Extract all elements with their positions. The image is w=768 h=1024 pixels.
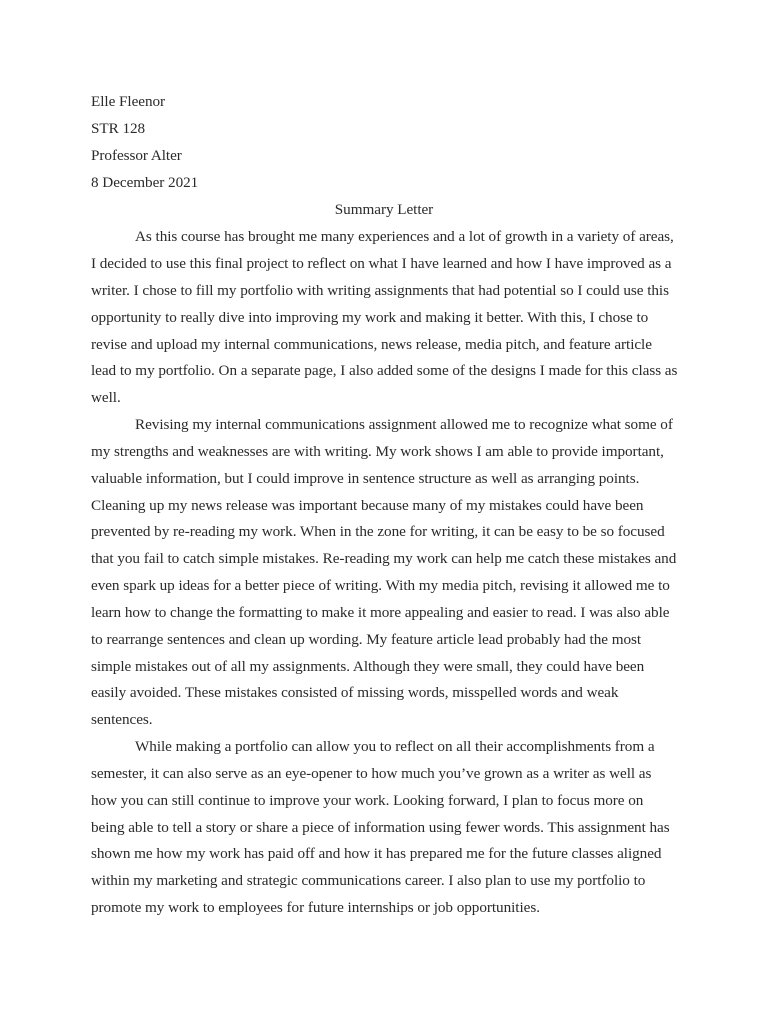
paragraph-2-line-7: even spark up ideas for a better piece of writing. With my media pitch, revising it allowed me to	[91, 577, 670, 594]
paragraph-3-line-4: being able to tell a story or share a piece of information using fewer words. This assignment has	[91, 819, 670, 836]
paragraph-3-line-6: within my marketing and strategic communications career. I also plan to use my portfolio to	[91, 872, 646, 889]
paragraph-1-line-5: revise and upload my internal communications, news release, media pitch, and feature article	[91, 336, 652, 353]
professor-name: Professor Alter	[91, 147, 182, 164]
paragraph-3-line-2: semester, it can also serve as an eye-opener to how much you’ve grown as a writer as well as	[91, 765, 652, 782]
paragraph-2-line-12: sentences.	[91, 711, 153, 728]
paragraph-2-line-5: prevented by re-reading my work. When in the zone for writing, it can be easy to be so focused	[91, 523, 665, 540]
paragraph-1-line-3: writer. I chose to fill my portfolio with writing assignments that had potential so I could use this	[91, 282, 669, 299]
paragraph-2-line-11: easily avoided. These mistakes consisted of missing words, misspelled words and weak	[91, 684, 619, 701]
paragraph-3-line-7: promote my work to employees for future internships or job opportunities.	[91, 899, 540, 916]
paragraph-2-line-8: learn how to change the formatting to make it more appealing and easier to read. I was also able	[91, 604, 670, 621]
paragraph-1-line-6: lead to my portfolio. On a separate page, I also added some of the designs I made for this class as	[91, 362, 678, 379]
paragraph-2-line-4: Cleaning up my news release was important because many of my mistakes could have been	[91, 497, 644, 514]
letter-date: 8 December 2021	[91, 174, 199, 191]
paragraph-3-line-5: shown me how my work has paid off and how it has prepared me for the future classes aligned	[91, 845, 662, 862]
document-title: Summary Letter	[334, 201, 434, 218]
paragraph-2-line-3: valuable information, but I could improve in sentence structure as well as arranging points.	[91, 470, 640, 487]
paragraph-3-line-1: While making a portfolio can allow you to reflect on all their accomplishments from a	[135, 738, 655, 755]
paragraph-2-line-10: simple mistakes out of all my assignments. Although they were small, they could have been	[91, 658, 645, 675]
paragraph-2-line-6: that you fail to catch simple mistakes. Re-reading my work can help me catch these mistakes and	[91, 550, 677, 567]
paragraph-2-line-9: to rearrange sentences and clean up wording. My feature article lead probably had the most	[91, 631, 642, 648]
paragraph-1-line-4: opportunity to really dive into improving my work and making it better. With this, I chose to	[91, 309, 649, 326]
paragraph-2-line-1: Revising my internal communications assignment allowed me to recognize what some of	[135, 416, 673, 433]
author-name: Elle Fleenor	[91, 93, 166, 110]
paragraph-2-line-2: my strengths and weaknesses are with writing. My work shows I am able to provide important,	[91, 443, 664, 460]
paragraph-1-line-1: As this course has brought me many experiences and a lot of growth in a variety of areas,	[135, 228, 674, 245]
paragraph-3-line-3: how you can still continue to improve your work. Looking forward, I plan to focus more on	[91, 792, 644, 809]
paragraph-1-line-2: I decided to use this final project to reflect on what I have learned and how I have improved as a	[91, 255, 672, 272]
course-code: STR 128	[91, 120, 146, 137]
paragraph-1-line-7: well.	[91, 389, 121, 406]
